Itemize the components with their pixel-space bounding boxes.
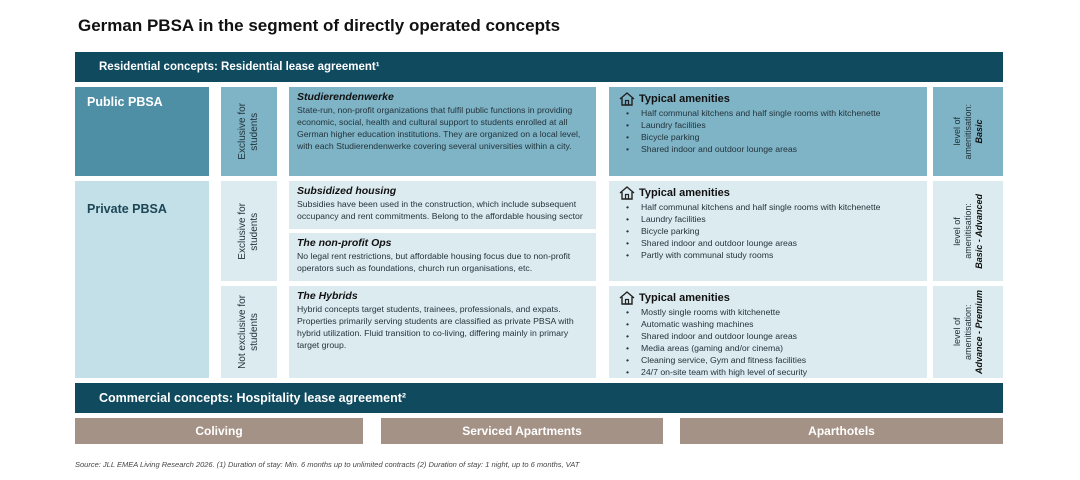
exclusivity-line: students	[249, 313, 260, 351]
private-exclusive-amenities-box	[609, 181, 927, 281]
hybrids-box	[289, 286, 596, 378]
private-hybrid-level-box	[933, 286, 1003, 378]
level-line: amenitisation:	[962, 304, 973, 360]
private-exclusive-level-box	[933, 181, 1003, 281]
hybrids-body: Hybrid concepts target students, trainees, professionals, and expats. Properties primarily serving students are classified as private PBSA with hybrid utilization. Fluid transition to co-living, differing mainly in primary target group.	[297, 304, 574, 350]
list-item: • Shared indoor and outdoor lounge areas	[619, 143, 919, 155]
level-value: Basic	[973, 119, 984, 144]
level-line: level of	[951, 317, 962, 347]
amenities-title: Typical amenities	[639, 292, 730, 304]
amenities-title: Typical amenities	[639, 93, 730, 105]
hybrids-heading: The Hybrids	[297, 290, 358, 302]
residential-concepts-bar: Residential concepts: Residential lease agreement¹	[75, 52, 1003, 82]
house-icon	[619, 92, 635, 106]
public-exclusivity-box	[221, 87, 277, 176]
category-coliving: Coliving	[75, 418, 363, 444]
list-item: • Cleaning service, Gym and fitness facilities	[619, 354, 919, 366]
exclusivity-line: Exclusive for	[237, 103, 248, 160]
amenities-title: Typical amenities	[639, 187, 730, 199]
private-hybrid-amenities-list	[619, 306, 919, 378]
category-aparthotels: Aparthotels	[680, 418, 1003, 444]
list-item: • Half communal kitchens and half single rooms with kitchenette	[619, 201, 919, 213]
level-value: Basic - Advanced	[973, 193, 984, 269]
commercial-concepts-bar: Commercial concepts: Hospitality lease agreement²	[75, 383, 1003, 413]
exclusivity-line: Not exclusive for	[237, 295, 248, 369]
category-serviced-apartments: Serviced Apartments	[381, 418, 663, 444]
list-item: • Partly with communal study rooms	[619, 249, 919, 261]
private-exclusive-level-text	[952, 194, 985, 269]
list-item: • Mostly single rooms with kitchenette	[619, 306, 919, 318]
source-note: Source: JLL EMEA Living Research 2026. (1) Duration of stay: Min. 6 months up to unlimited contracts (2) Duration of stay: 1 night, up to 6 months, VAT	[75, 460, 580, 469]
page-title: German PBSA in the segment of directly operated concepts	[78, 16, 561, 35]
non-profit-ops-box	[289, 233, 596, 281]
level-line: amenitisation:	[962, 203, 973, 259]
subsidized-housing-box	[289, 181, 596, 229]
list-item: • Bicycle parking	[619, 225, 919, 237]
subsidized-housing-body: Subsidies have been used in the construction, which include subsequent occupancy and rent commitments. Belong to the affordable housing sector	[297, 199, 583, 221]
studierendenwerke-heading: Studierendenwerke	[297, 91, 394, 103]
non-profit-ops-body: No legal rent restrictions, but affordable housing focus due to non-profit operators such as foundations, church run organisations, etc.	[297, 251, 571, 273]
level-line: level of	[951, 216, 962, 246]
public-amenities-box	[609, 87, 927, 176]
private-not-exclusive-box	[221, 286, 277, 378]
studierendenwerke-box	[289, 87, 596, 176]
private-not-exclusive-text	[237, 295, 261, 369]
list-item: • Laundry facilities	[619, 213, 919, 225]
list-item: • 24/7 on-site team with high level of security	[619, 366, 919, 378]
house-icon	[619, 291, 635, 305]
private-hybrid-level-text	[952, 290, 985, 374]
public-pbsa-label: Public PBSA	[75, 87, 209, 176]
private-exclusive-box	[221, 181, 277, 281]
list-item: • Shared indoor and outdoor lounge areas	[619, 330, 919, 342]
public-level-text	[952, 104, 985, 160]
house-icon	[619, 186, 635, 200]
public-exclusivity-text	[237, 103, 261, 160]
private-exclusive-text	[237, 203, 261, 260]
private-pbsa-label: Private PBSA	[75, 181, 209, 378]
list-item: • Laundry facilities	[619, 119, 919, 131]
list-item: • Bicycle parking	[619, 131, 919, 143]
non-profit-ops-heading: The non-profit Ops	[297, 237, 392, 249]
exclusivity-line: students	[249, 212, 260, 250]
level-value: Advance - Premium	[973, 289, 984, 375]
list-item: • Shared indoor and outdoor lounge areas	[619, 237, 919, 249]
private-exclusive-amenities-list	[619, 201, 919, 261]
public-level-box	[933, 87, 1003, 176]
exclusivity-line: students	[249, 112, 260, 151]
list-item: • Media areas (gaming and/or cinema)	[619, 342, 919, 354]
level-line: amenitisation:	[962, 103, 973, 160]
private-hybrid-amenities-box	[609, 286, 927, 378]
list-item: • Half communal kitchens and half single rooms with kitchenette	[619, 107, 919, 119]
subsidized-housing-heading: Subsidized housing	[297, 185, 397, 197]
level-line: level of	[951, 117, 962, 146]
public-amenities-list	[619, 107, 919, 155]
exclusivity-line: Exclusive for	[237, 202, 248, 260]
list-item: • Automatic washing machines	[619, 318, 919, 330]
studierendenwerke-body: State-run, non-profit organizations that fulfil public functions in providing economic, social, health and cultural support to students enrolled at all German higher education institutions. They are organized on a local level, with each Studierendenwerke covering several universities within a city.	[297, 105, 581, 151]
